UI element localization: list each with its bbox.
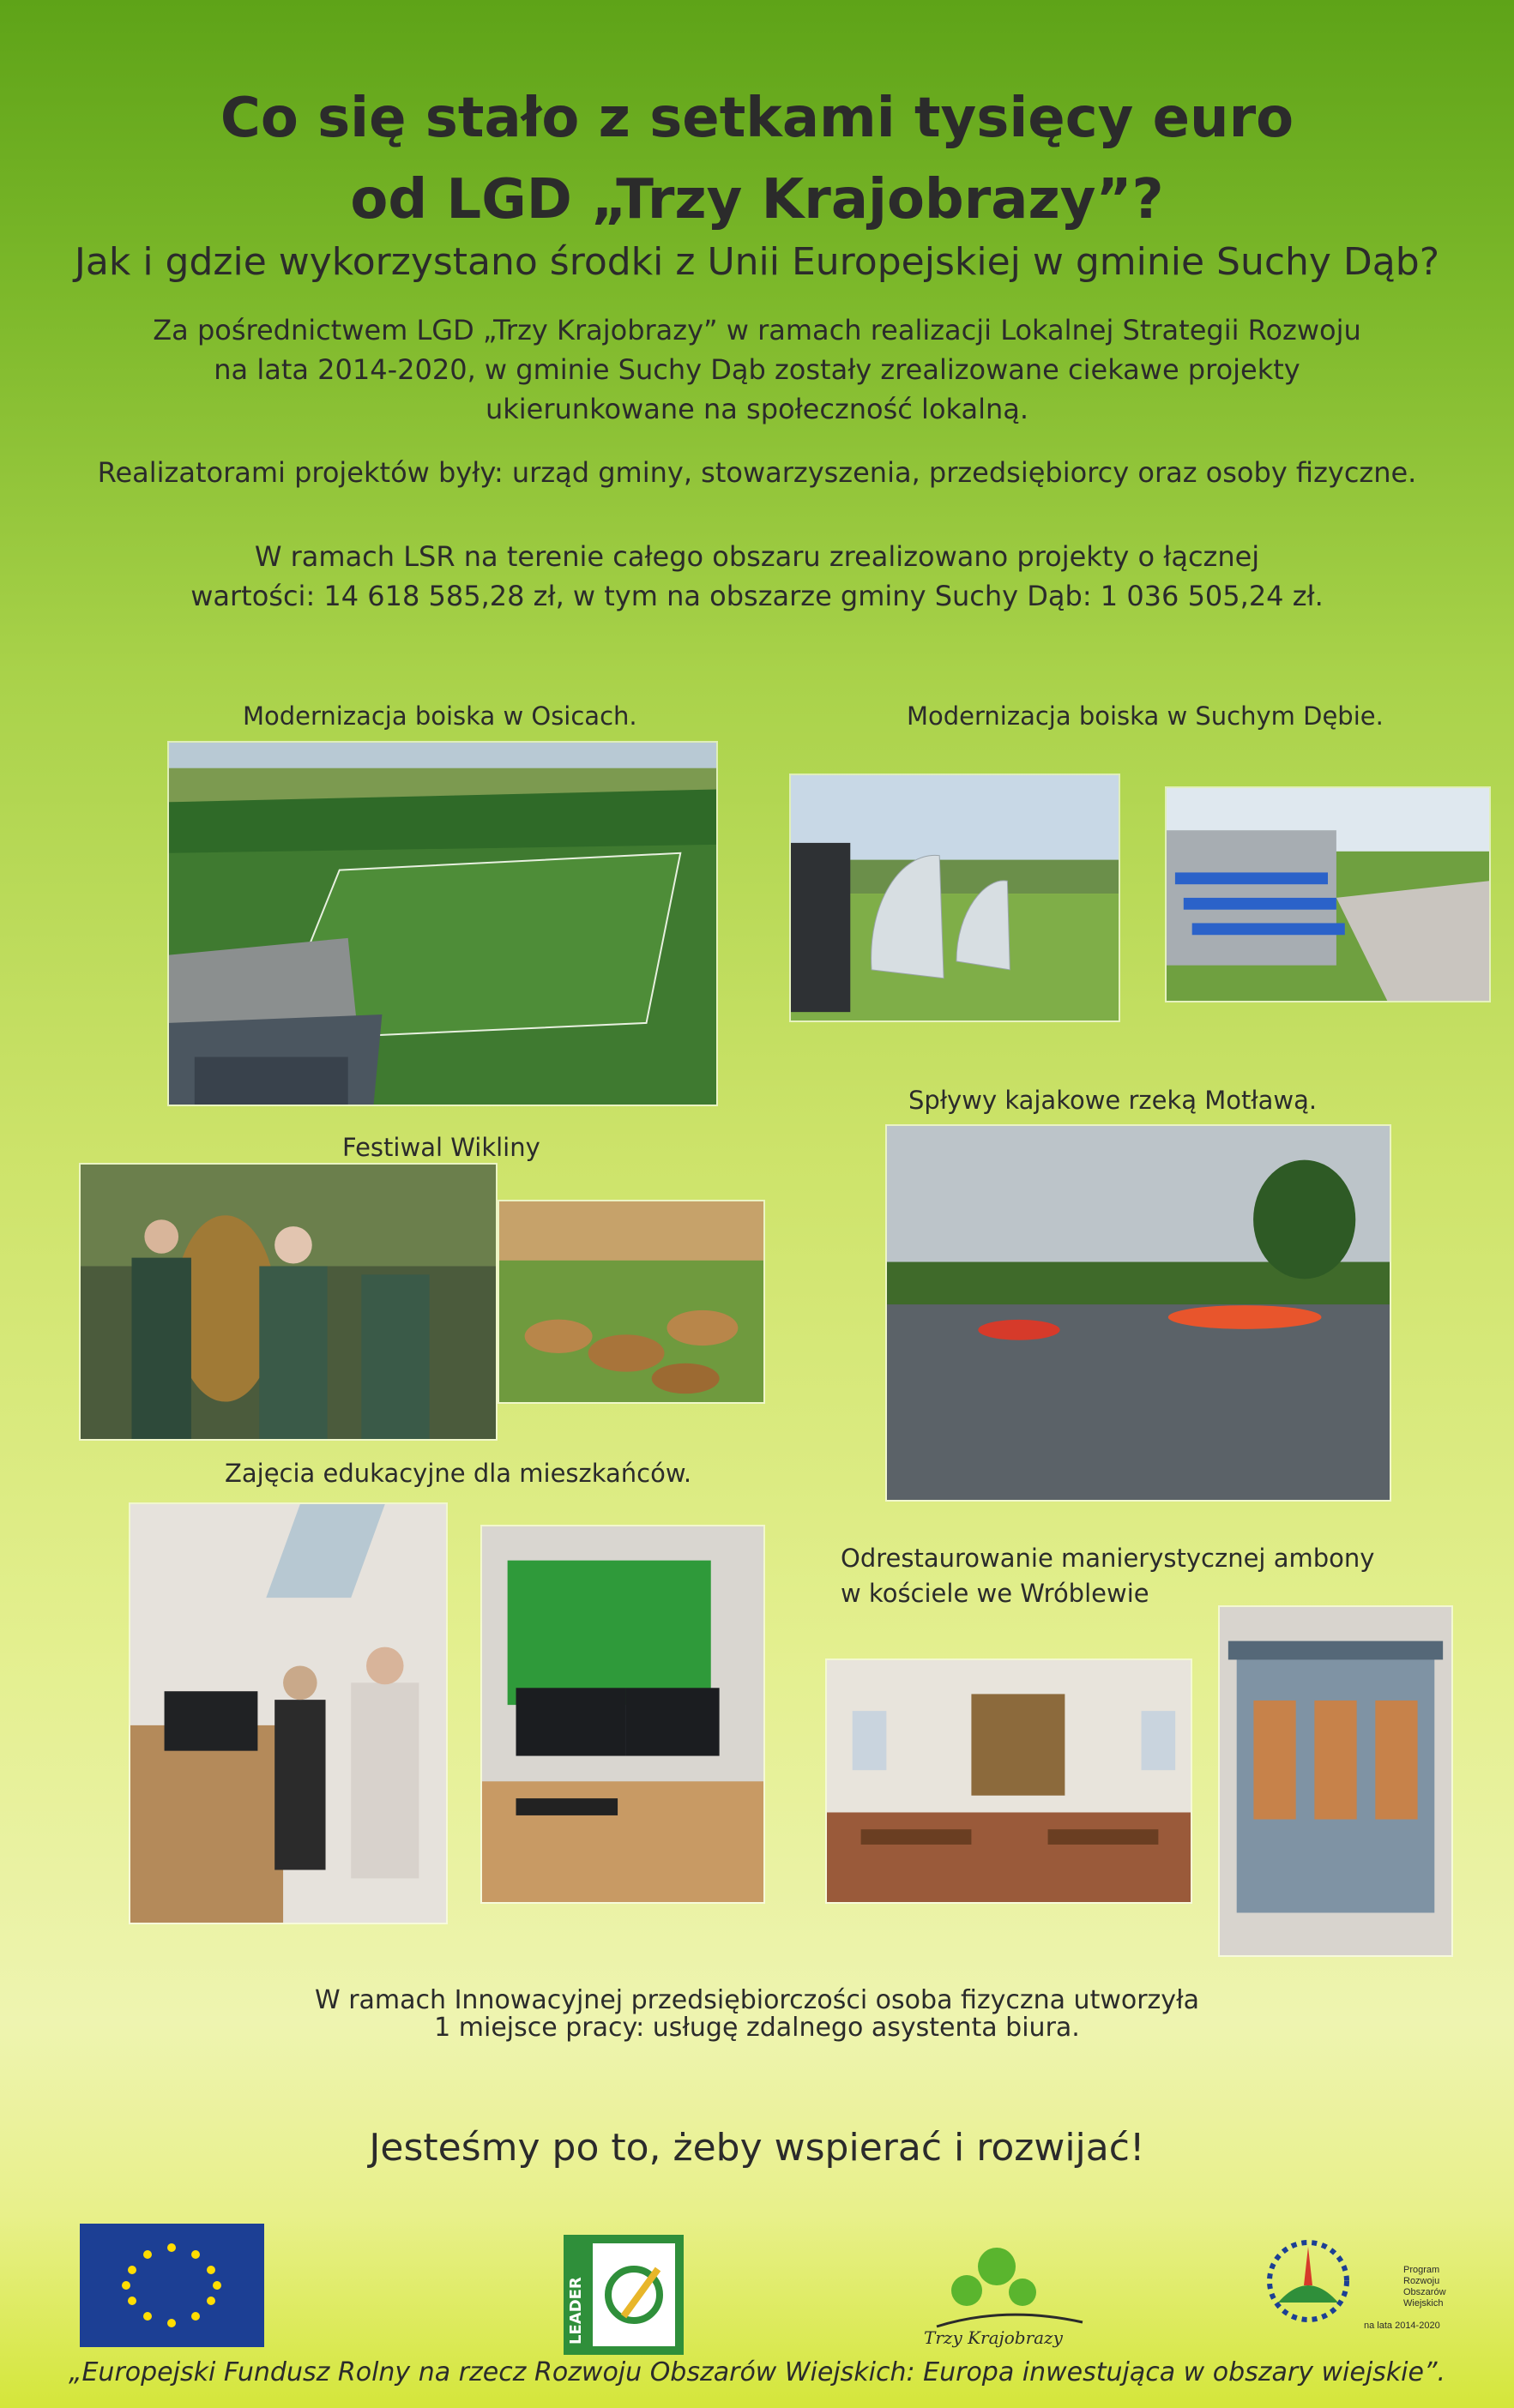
intro-para3-line2: wartości: 14 618 585,28 zł, w tym na obszarze gminy Suchy Dąb: 1 036 505,24 zł. <box>190 580 1324 612</box>
photo-suchy-dab-benches <box>789 774 1120 1022</box>
footer-text: „Europejski Fundusz Rolny na rzecz Rozwoju Obszarów Wiejskich: Europa inwestująca w obszary wiejskie”. <box>68 2357 1446 2387</box>
eu-flag-icon <box>80 2224 264 2347</box>
innovation-line1: W ramach Innowacyjnej przedsiębiorczości osoba fizyczna utworzyła <box>315 1985 1199 2015</box>
caption-osice: Modernizacja boiska w Osicach. <box>243 701 637 731</box>
caption-kayak: Spływy kajakowe rzeką Motławą. <box>908 1086 1318 1115</box>
photo-kayak <box>885 1124 1391 1502</box>
leader-text: LEADER <box>567 2277 585 2345</box>
photo-suchy-dab-stands <box>1165 786 1491 1002</box>
caption-suchy-dab: Modernizacja boiska w Suchym Dębie. <box>907 701 1384 731</box>
title-line1: Co się stało z setkami tysięcy euro <box>220 87 1294 150</box>
intro-para1-line2: na lata 2014-2020, w gminie Suchy Dąb zostały zrealizowane ciekawe projekty <box>214 353 1300 386</box>
photo-osice-field <box>167 741 718 1106</box>
prow-text-line3: Obszarów <box>1403 2287 1446 2297</box>
title-line2: od LGD „Trzy Krajobrazy”? <box>350 168 1164 232</box>
lgd-logo-text: Trzy Krajobrazy <box>924 2327 1063 2348</box>
lgd-trzy-krajobrazy-logo <box>911 2224 1100 2352</box>
photo-education-room <box>129 1502 448 1924</box>
caption-pulpit-line1: Odrestaurowanie manierystycznej ambony <box>841 1544 1375 1573</box>
slogan: Jesteśmy po to, żeby wspierać i rozwijać! <box>369 2126 1145 2170</box>
intro-para1-line1: Za pośrednictwem LGD „Trzy Krajobrazy” w ramach realizacji Lokalnej Strategii Rozwoju <box>153 314 1361 346</box>
photo-wiklina-people <box>79 1163 498 1441</box>
innovation-line2: 1 miejsce pracy: usługę zdalnego asystenta biura. <box>434 2013 1080 2043</box>
leader-logo <box>564 2235 684 2355</box>
caption-education: Zajęcia edukacyjne dla mieszkańców. <box>225 1459 692 1488</box>
prow-text-line5: na lata 2014-2020 <box>1364 2321 1440 2331</box>
photo-pulpit <box>1218 1605 1453 1957</box>
photo-church-interior <box>825 1659 1192 1904</box>
subtitle: Jak i gdzie wykorzystano środki z Unii Europejskiej w gminie Suchy Dąb? <box>74 240 1440 284</box>
caption-pulpit-line2: w kościele we Wróblewie <box>841 1579 1149 1608</box>
prow-text-line1: Program <box>1403 2265 1440 2275</box>
prow-text-line4: Wiejskich <box>1403 2298 1444 2309</box>
intro-para1-line3: ukierunkowane na społeczność lokalną. <box>485 393 1029 425</box>
photo-education-studio <box>480 1525 765 1904</box>
eu-flag-logo <box>80 2224 264 2347</box>
intro-para3-line1: W ramach LSR na terenie całego obszaru zrealizowano projekty o łącznej <box>254 540 1260 573</box>
intro-para2: Realizatorami projektów były: urząd gminy, stowarzyszenia, przedsiębiorcy oraz osoby fizyczne. <box>97 456 1417 489</box>
prow-logo <box>1261 2234 1355 2328</box>
prow-text-line2: Rozwoju <box>1403 2276 1440 2286</box>
caption-wiklina: Festiwal Wikliny <box>342 1133 540 1162</box>
photo-wiklina-baskets <box>498 1200 765 1404</box>
